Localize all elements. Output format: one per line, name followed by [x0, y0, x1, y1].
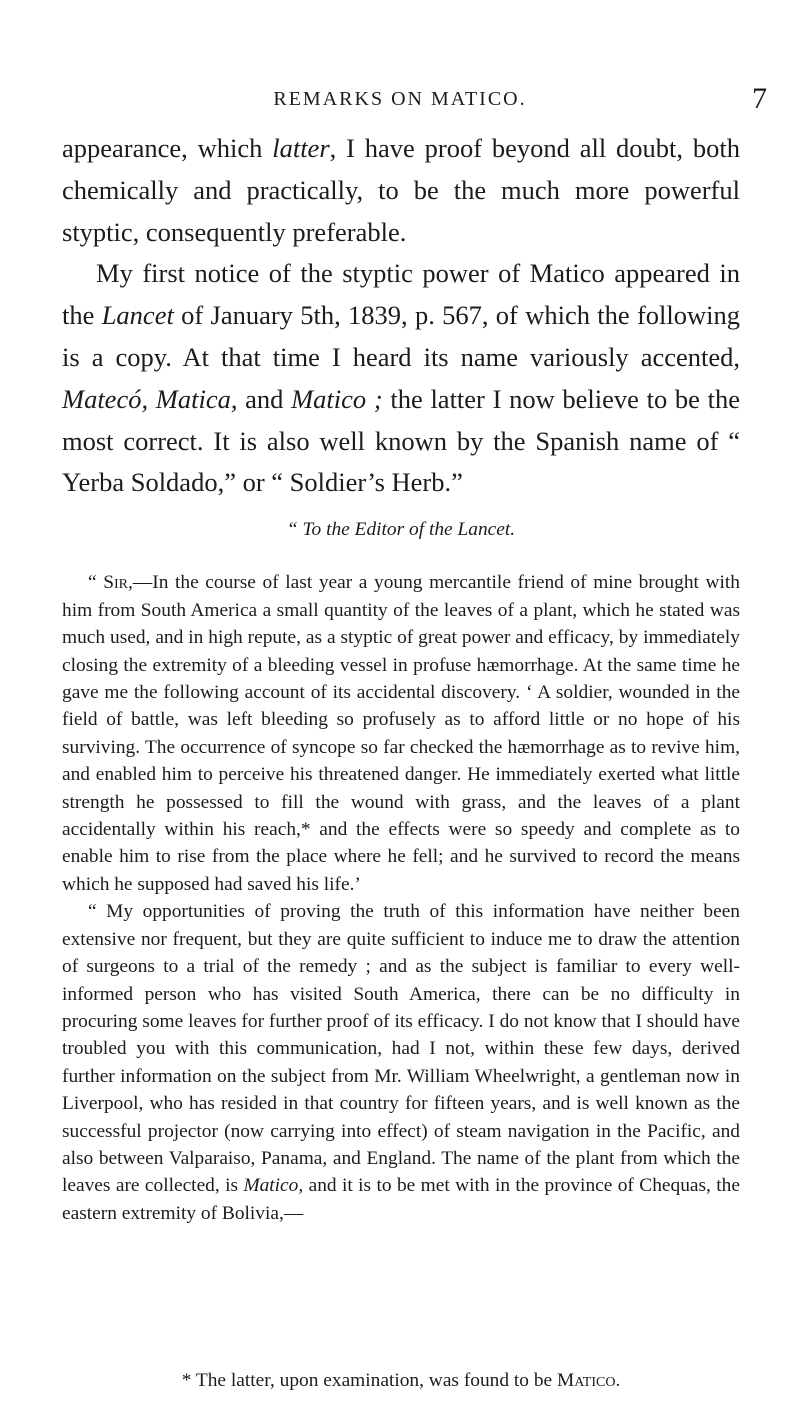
salutation: Sir,: [103, 572, 133, 594]
text-run: —In the course of last year a young mercantile friend of mine brought with him from South America a small quantity of the leaves of a plant, which he stated was much used, and in high repute, as a styptic of great power and efficacy, by immediately closing the extremity of a bleeding vessel in profuse hæmorrhage. At the same time he gave me the following account of its accidental discovery. ‘ A soldier, wounded in the field of battle, was left bleeding so profusely as to afford little or no hope of his surviving. The occurrence of syncope so far checked the hæmorrhage as to revive him, and enabled him to perceive his threatened danger. He immediately exerted what little strength he possessed to fill the wound with grass, and the leaves of a plant accidentally within his reach,* and the effects were so speedy and complete as to enable him to rise from the place where he fell; and he survived to record the means which he supposed had saved his life.’: [62, 572, 740, 895]
page-number: 7: [752, 82, 767, 115]
letter-heading: “ To the Editor of the Lancet.: [286, 519, 516, 540]
running-head: [0, 82, 800, 122]
italic-text: latter: [272, 133, 330, 163]
text-run: and it is to be met with in the province of Chequas, the eastern extremity of Bolivia,—: [62, 1175, 740, 1224]
italic-text: Lancet: [101, 300, 174, 331]
text-run: the latter I now believe to be the most correct. It is also well known by the Spanish name of “ Yerba Soldado,” or “ Soldier’s Herb.”: [62, 383, 740, 498]
text-run: My first notice of the styptic power of Matico appeared in the: [62, 258, 740, 331]
text-run: and: [237, 383, 292, 414]
quoted-letter: [62, 516, 740, 1227]
text-run: appearance, which: [62, 133, 273, 163]
paragraph: [62, 253, 740, 504]
running-title: REMARKS ON MATICO.: [273, 88, 527, 110]
main-text: [62, 128, 740, 504]
italic-text: Matecó, Matica,: [62, 383, 238, 414]
text-run: , I have proof beyond all doubt, both chemically and practically, to be the much more powerful styptic, consequently preferable.: [62, 133, 740, 247]
italic-text: Matico ;: [291, 383, 383, 414]
paragraph-continuation: [62, 128, 740, 253]
text-run: * The latter, upon examination, was found to be: [181, 1370, 557, 1391]
text-run: “: [88, 572, 104, 594]
letter-paragraph: [62, 898, 740, 1227]
footnote: [62, 1370, 740, 1392]
text-run: of January 5th, 1839, p. 567, of which the following is a copy. At that time I heard its name variously accented,: [62, 300, 740, 372]
italic-text: Matico,: [243, 1175, 304, 1197]
small-caps-text: Matico.: [556, 1370, 621, 1391]
letter-paragraph: [62, 569, 740, 898]
text-run: “ My opportunities of proving the truth of this information have neither been extensive nor frequent, but they are quite sufficient to induce me to draw the attention of surgeons to a trial of the remedy ; and as the subject is familiar to every well-informed person who has visited South America, there can be no difficulty in procuring some leaves for further proof of its efficacy. I do not know that I should have troubled you with this communication, had I not, within these few days, derived further information on the subject from Mr. William Wheelwright, a gentleman now in Liverpool, who has resided in that country for fifteen years, and is well known as the successful projector (now carrying into effect) of steam navigation in the Pacific, and also between Valparaiso, Panama, and England. The name of the plant from which the leaves are collected, is: [62, 901, 740, 1197]
